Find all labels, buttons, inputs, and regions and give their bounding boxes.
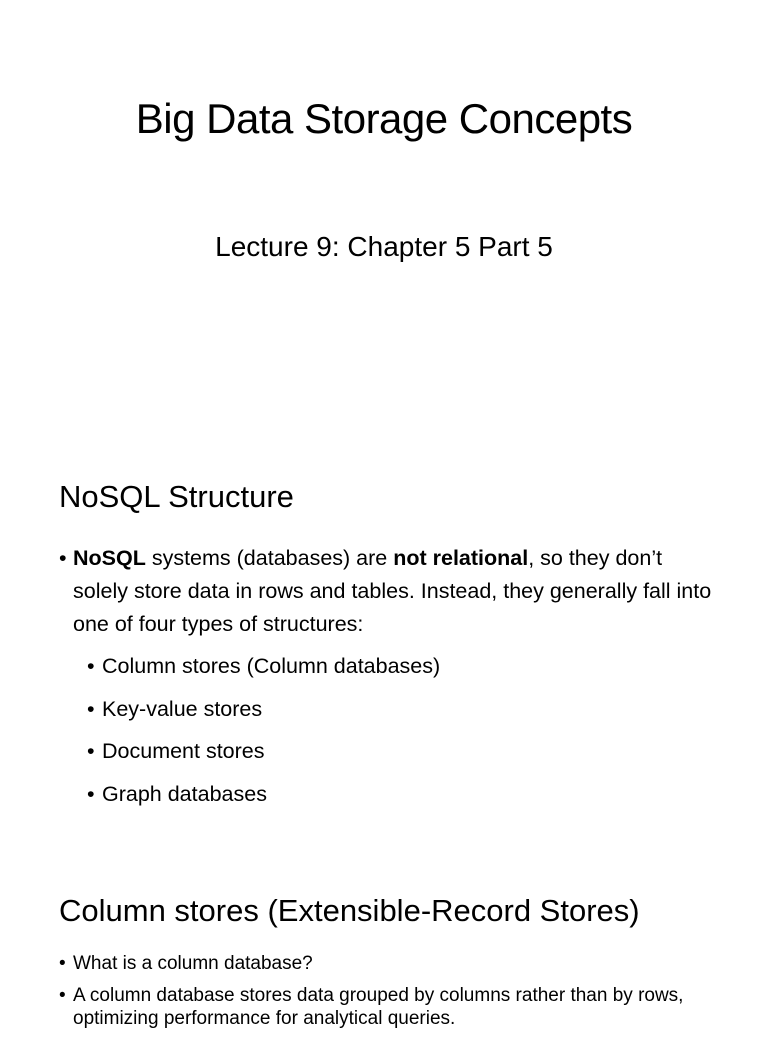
structure-type-item: • Graph databases xyxy=(87,778,719,811)
slide-subtitle: Lecture 9: Chapter 5 Part 5 xyxy=(215,231,553,262)
column-bullet: • A column database stores data grouped by columns rather than by rows, optimizing performance for analytical queries. xyxy=(59,984,719,1030)
not-relational-emphasis: not relational xyxy=(393,546,529,570)
nosql-intro-bullet xyxy=(59,542,719,641)
nosql-intro-text-1: systems (databases) are xyxy=(145,546,394,570)
column-stores-heading: Column stores (Extensible-Record Stores) xyxy=(59,893,640,928)
nosql-term: NoSQL xyxy=(73,546,146,570)
structure-types-list xyxy=(59,650,719,811)
nosql-content xyxy=(59,542,719,820)
nosql-intro-text-2: , so they don’t solely store data in rows and tables. Instead, they generally fall into one of four types of structures: xyxy=(73,546,712,636)
column-stores-content xyxy=(59,952,719,1039)
structure-type-item: • Column stores (Column databases) xyxy=(87,650,719,683)
column-bullet: • What is a column database? xyxy=(59,952,719,975)
structure-type-item: • Document stores xyxy=(87,735,719,768)
slide-title: Big Data Storage Concepts xyxy=(135,95,633,142)
nosql-structure-heading: NoSQL Structure xyxy=(59,479,294,514)
structure-type-item: • Key-value stores xyxy=(87,693,719,726)
